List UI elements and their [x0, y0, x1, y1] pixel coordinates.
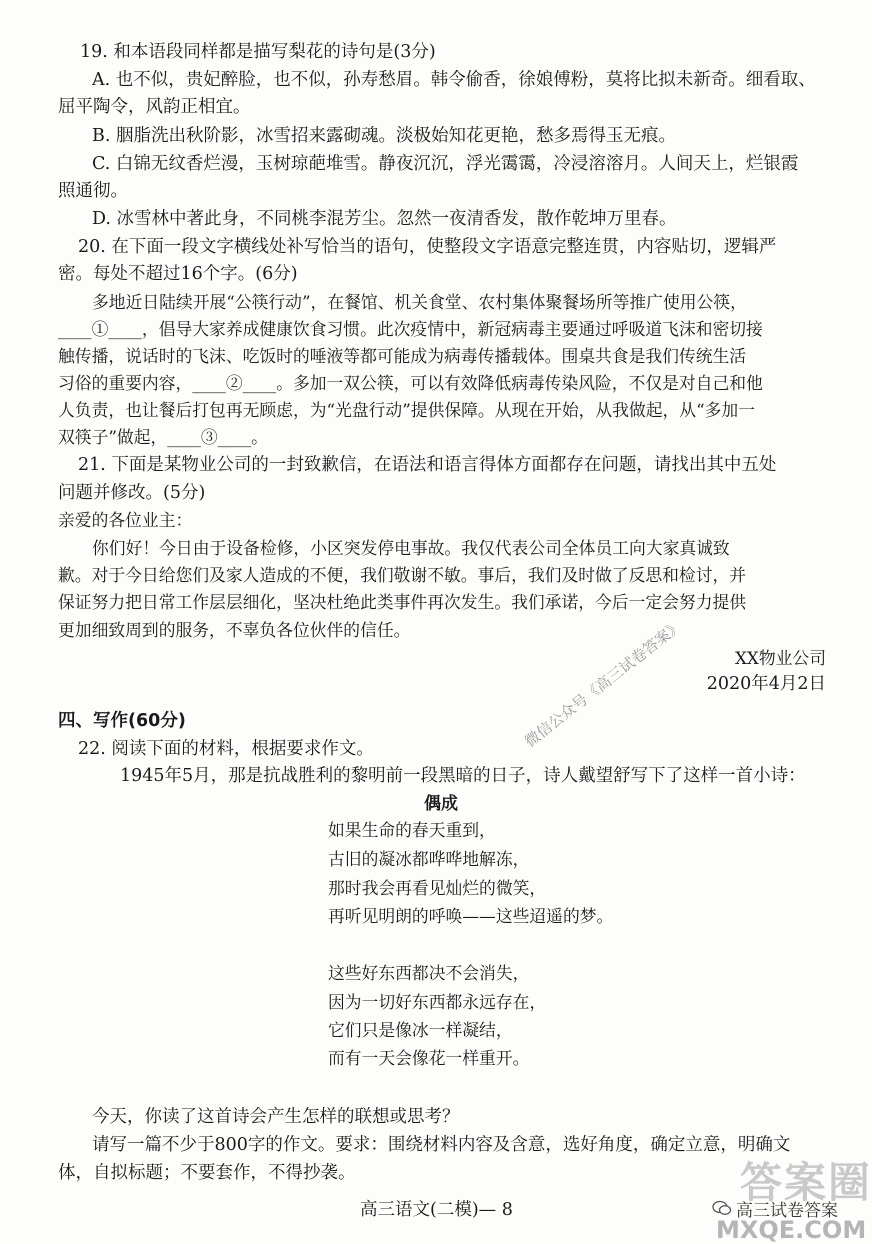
q20-passage-line: 双筷子”做起，____③____。 — [58, 427, 268, 447]
q20-passage-line: 人负责，也让餐后打包再无顾虑，为“光盘行动”提供保障。从现在开始，从我做起，从“多加一 — [58, 400, 755, 420]
q22-intro: 1945年5月，那是抗战胜利的黎明前一段黑暗的日子，诗人戴望舒写下了这样一首小诗： — [120, 766, 806, 786]
q22-prompt: 今天，你读了这首诗会产生怎样的联想或思考？ — [92, 1107, 460, 1127]
letter-salutation: 亲爱的各位业主： — [58, 510, 193, 530]
letter-body-line: 保证努力把日常工作层层细化，坚决杜绝此类事件再次发生。我们承诺，今后一定会努力提供 — [58, 592, 747, 612]
poem-line: 因为一切好东西都永远存在， — [328, 992, 547, 1012]
logo-big-text: 答案圈 — [740, 1158, 872, 1207]
q21-stem-cont: 问题并修改。(5分) — [58, 483, 206, 503]
logo-name: 高三试卷答案 — [736, 1201, 838, 1221]
logo-url: MXQE.COM — [716, 1216, 867, 1244]
wechat-icon — [712, 1200, 732, 1216]
q20-passage-line: ____①____，倡导大家养成健康饮食习惯。此次疫情中，新冠病毒主要通过呼吸道飞沫和密切接 — [58, 319, 763, 339]
poem-line: 再听见明朗的呼唤——这些迢遥的梦。 — [328, 906, 614, 926]
section-heading: 四、写作(60分) — [58, 711, 186, 731]
q19-option-b: B. 胭脂洗出秋阶影，冰雪招来露砌魂。淡极始知花更艳，愁多焉得玉无痕。 — [92, 126, 676, 146]
q20-stem-cont: 密。每处不超过16个字。(6分) — [58, 264, 298, 284]
poem-line: 这些好东西都决不会消失， — [328, 963, 530, 983]
q19-option-d: D. 冰雪林中著此身，不同桃李混芳尘。忽然一夜清香发，散作乾坤万里春。 — [92, 209, 677, 229]
letter-body-line: 歉。对于今日给您们及家人造成的不便，我们敬谢不敏。事后，我们及时做了反思和检讨，并 — [58, 565, 747, 585]
poem-line: 古旧的凝冰都哗哗地解冻， — [328, 849, 530, 869]
q22-stem: 22. 阅读下面的材料，根据要求作文。 — [78, 739, 374, 759]
letter-body-line: 更加细致周到的服务，不辜负各位伙伴的信任。 — [58, 620, 411, 640]
watermark: 微信公众号《高三试卷答案》 — [521, 616, 686, 751]
q22-requirement-cont: 体，自拟标题；不要套作，不得抄袭。 — [58, 1163, 356, 1183]
q19-option-c: C. 白锦无纹香烂漫，玉树琼葩堆雪。静夜沉沉，浮光霭霭，冷浸溶溶月。人间天上，烂银霞 — [92, 154, 799, 174]
poem-line: 如果生命的春天重到， — [328, 820, 496, 840]
letter-date: 2020年4月2日 — [706, 674, 826, 694]
q19-option-a-cont: 屈平陶令，风韵正相宜。 — [58, 97, 251, 117]
corner-logo — [700, 1150, 872, 1243]
q19-option-c-cont: 照通彻。 — [58, 181, 128, 201]
poem-line: 它们只是像冰一样凝结， — [328, 1020, 513, 1040]
poem-line: 那时我会再看见灿烂的微笑， — [328, 878, 547, 898]
poem-title: 偶成 — [424, 794, 458, 814]
q20-passage-line: 多地近日陆续开展“公筷行动”，在餐馆、机关食堂、农村集体聚餐场所等推广使用公筷， — [92, 292, 747, 312]
q20-stem: 20. 在下面一段文字横线处补写恰当的语句，使整段文字语意完整连贯，内容贴切，逻辑严 — [78, 237, 777, 257]
q19-option-a: A. 也不似，贵妃醉脸，也不似，孙寿愁眉。韩令偷香，徐娘傅粉，莫将比拟未新奇。细看取、 — [92, 70, 816, 90]
letter-body-line: 你们好！今日由于设备检修，小区突发停电事故。我仅代表公司全体员工向大家真诚致 — [92, 538, 730, 558]
page-footer: 高三语文(二模)— 8 — [360, 1200, 513, 1220]
poem-line: 而有一天会像花一样重开。 — [328, 1048, 530, 1068]
q22-requirement: 请写一篇不少于800字的作文。要求：围绕材料内容及含意，选好角度，确定立意，明确文 — [92, 1135, 791, 1155]
q20-passage-line: 习俗的重要内容，____②____。多加一双公筷，可以有效降低病毒传染风险，不仅是对自己和他 — [58, 373, 763, 393]
letter-signature: XX物业公司 — [734, 648, 826, 668]
q20-passage-line: 触传播，说话时的飞沫、吃饭时的唾液等都可能成为病毒传播载体。围桌共食是我们传统生活 — [58, 346, 747, 366]
q21-stem: 21. 下面是某物业公司的一封致歉信，在语法和语言得体方面都存在问题，请找出其中五处 — [78, 455, 777, 475]
q19-stem: 19. 和本语段同样都是描写梨花的诗句是(3分) — [80, 42, 436, 62]
